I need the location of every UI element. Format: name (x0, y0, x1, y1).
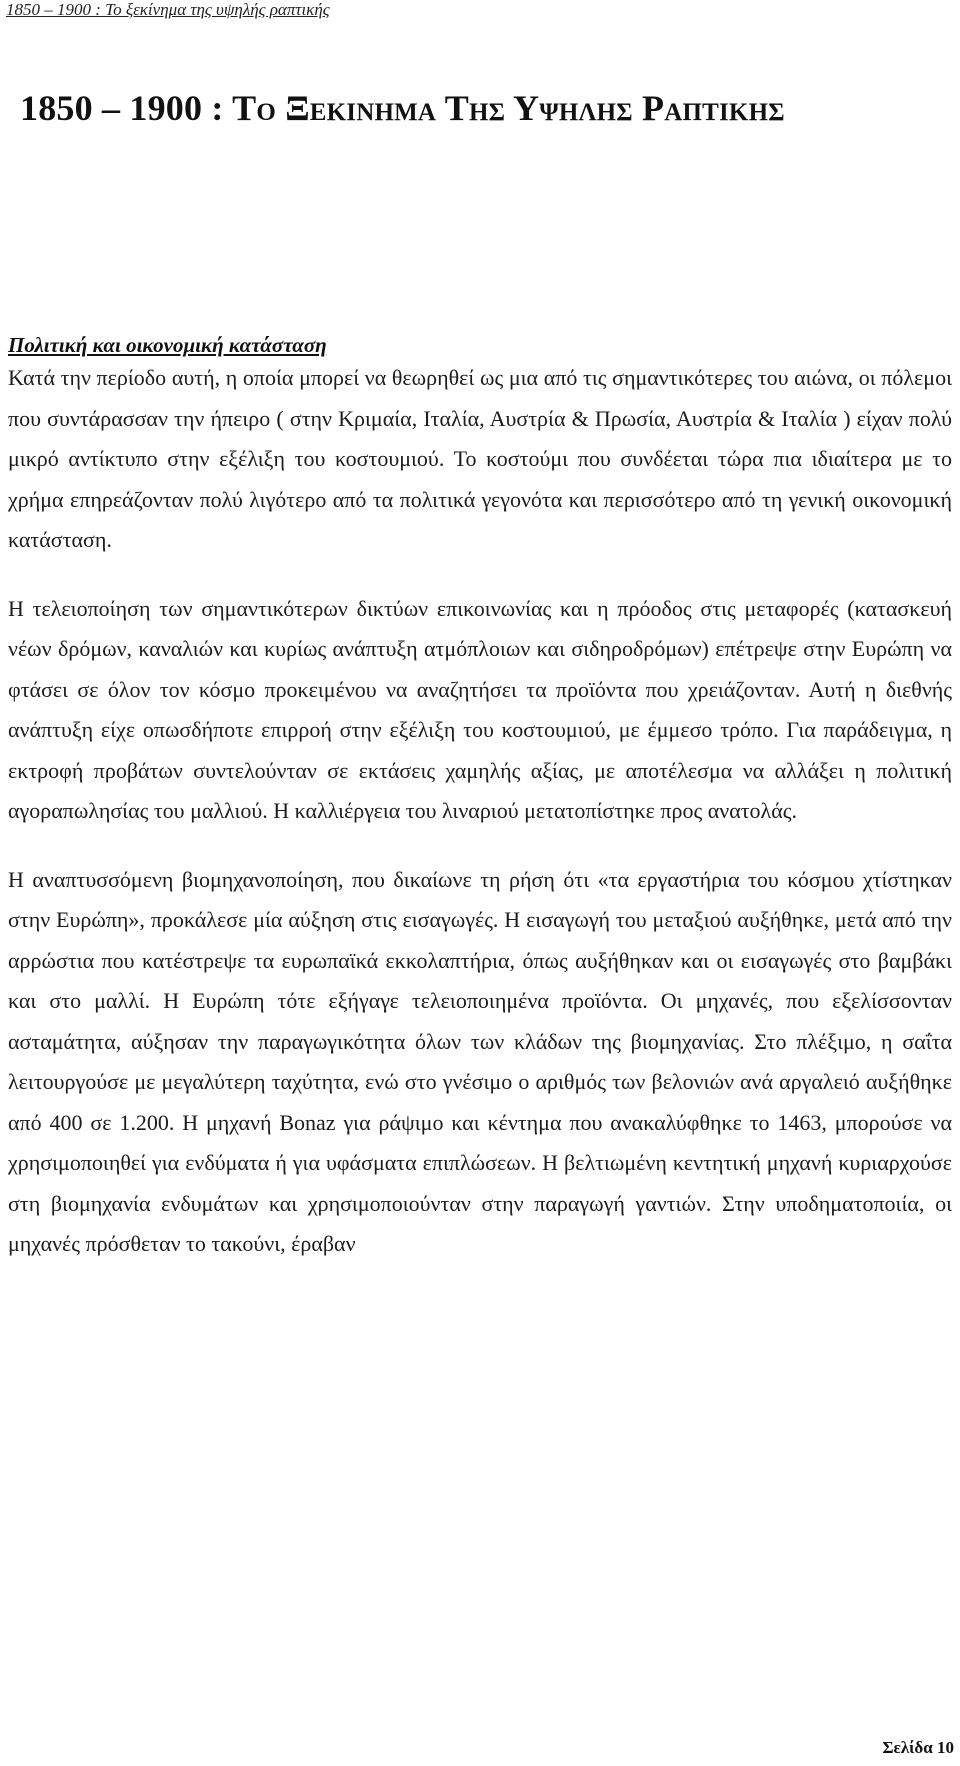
section-heading: Πολιτική και οικονομική κατάσταση (8, 333, 327, 357)
running-header: 1850 – 1900 : Το ξεκίνημα της υψηλής ραπτικής (6, 0, 330, 19)
body-text (8, 358, 952, 1293)
paragraph-political-situation: Κατά την περίοδο αυτή, η οποία μπορεί να θεωρηθεί ως μια από τις σημαντικότερες του αιώνα, οι πόλεμοι που συντάρασσαν την ήπειρο ( στην Κριμαία, Ιταλία, Αυστρία & Πρωσία, Αυστρία & Ιταλία ) είχαν πολύ μικρό αντίκτυπο στην εξέλιξη του κοστουμιού. Το κοστούμι που συνδέεται τώρα πια ιδιαίτερα με το χρήμα επηρεάζονταν πολύ λιγότερο από τα πολιτικά γεγονότα και περισσότερο από τη γενική οικονομική κατάσταση. (8, 365, 952, 552)
page-number: Σελίδα 10 (882, 1738, 954, 1757)
paragraph-communications-transport: Η τελειοποίηση των σημαντικότερων δικτύων επικοινωνίας και η πρόοδος στις μεταφορές (κατασκευή νέων δρόμων, καναλιών και κυρίως ανάπτυξη ατμόπλοιων και σιδηροδρόμων) επέτρεψε στην Ευρώπη να φτάσει σε όλον τον κόσμο προκειμένου να αναζητήσει τα προϊόντα που χρειάζονταν. Αυτή η διεθνής ανάπτυξη είχε οπωσδήποτε επιρροή στην εξέλιξη του κοστουμιού, με έμμεσο τρόπο. Για παράδειγμα, η εκτροφή προβάτων συντελούνταν σε εκτάσεις χαμηλής αξίας, με αποτέλεσμα να αλλάξει η πολιτική αγοραπωλησίας του μαλλιού. Η καλλιέργεια του λιναριού μετατοπίστηκε προς ανατολάς. (8, 595, 952, 823)
paragraph-industrialization: Η αναπτυσσόμενη βιομηχανοποίηση, που δικαίωνε τη ρήση ότι «τα εργαστήρια του κόσμου χτίστηκαν στην Ευρώπη», προκάλεσε μία αύξηση στις εισαγωγές. Η εισαγωγή του μεταξιού αυξήθηκε, μετά από την αρρώστια που κατέστρεψε τα ευρωπαϊκά εκκολαπτήρια, όπως αυξήθηκαν και οι εισαγωγές στο βαμβάκι και στο μαλλί. Η Ευρώπη τότε εξήγαγε τελειοποιημένα προϊόντα. Οι μηχανές, που εξελίσσονταν ασταμάτητα, αύξησαν την παραγωγικότητα όλων των κλάδων της βιομηχανίας. Στο πλέξιμο, η σαΐτα λειτουργούσε με μεγαλύτερη ταχύτητα, ενώ στο γνέσιμο ο αριθμός των βελονιών ανά αργαλειό αυξήθηκε από 400 σε 1.200. Η μηχανή Bonaz για ράψιμο και κέντημα που ανακαλύφθηκε το 1463, μπορούσε να χρησιμοποιηθεί για ενδύματα ή για υφάσματα επιπλώσεων. Η βελτιωμένη κεντητική μηχανή κυριαρχούσε στη βιομηχανία ενδυμάτων και χρησιμοποιούνταν στην παραγωγή γαντιών. Στην υποδηματοποιία, οι μηχανές πρόσθεταν το τακούνι, έραβαν (8, 866, 952, 1256)
document-title: 1850 – 1900 : Το Ξεκινημα Της Υψηλης Ραπτικης (20, 88, 785, 128)
